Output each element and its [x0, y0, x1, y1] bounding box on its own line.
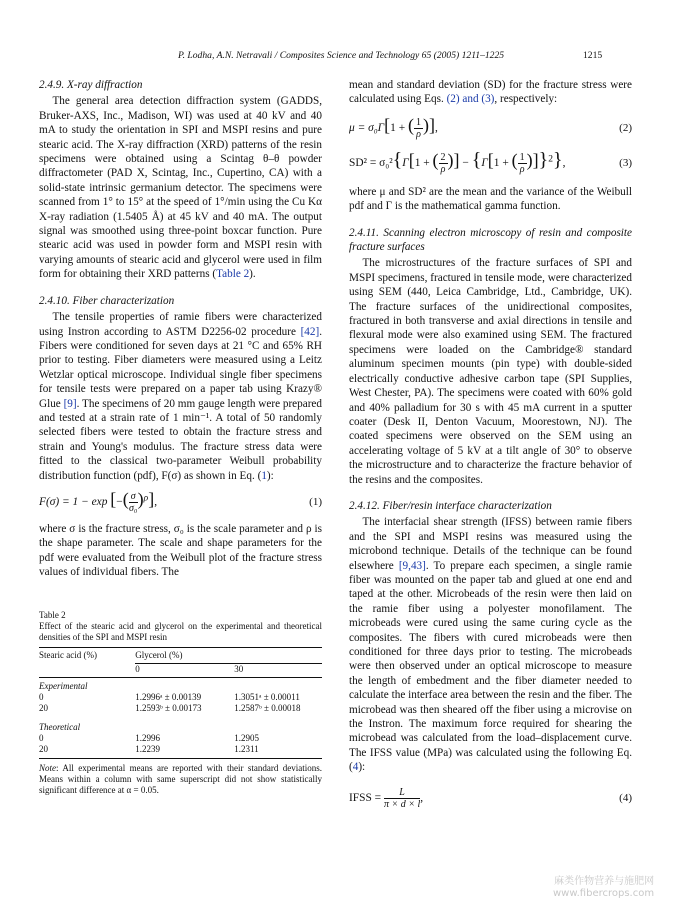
- cell: 0: [39, 732, 44, 743]
- cell: 20: [39, 702, 48, 713]
- table-caption: Effect of the stearic acid and glycerol on the experimental and theoretical densities of the SPI and MSPI resin: [39, 620, 322, 642]
- eq-text: −: [462, 156, 469, 169]
- cell: 1.2996ᵃ ± 0.00139: [135, 691, 202, 702]
- cell: 0: [39, 691, 44, 702]
- text: . To prepare each specimen, a single ramie fiber was mounted on the paper tab and glued at one end and taped at the other. Microbeads of the resin were then laid on the ramie fiber using a polyester monofilament. The microbeads were cured using the same curing cycle as the composites. The fibers with cured microbeads were then conditioned for three days prior to testing. The microbeads were then observed under an optical microscope to measure the length of embedment and the fiber diameter needed to calculate the interface area between the resin and the fiber. The microbead was then sheared off the fiber using a microvise on the Instron. The maximum force required for shearing the microbead was calculated from the load–displacement curve. The IFSS value (MPa) was calculated using the following Eq. (: [349, 559, 632, 774]
- table-row: [39, 703, 322, 714]
- note-label: Note: [39, 762, 56, 773]
- equation-4: [349, 787, 632, 810]
- eq-exp: 2: [548, 154, 553, 165]
- cell: 1.2587ᵇ ± 0.00018: [234, 702, 301, 713]
- eq-den: σ₀: [128, 502, 138, 514]
- equation-number: (2): [619, 122, 632, 135]
- section-heading-interface: 2.4.12. Fiber/resin interface characterization: [349, 499, 552, 512]
- eq-num: 1: [416, 116, 421, 128]
- citation-link[interactable]: [42]: [300, 325, 320, 338]
- watermark-line: www.fibercrops.com: [553, 888, 655, 899]
- text: The tensile properties of ramie fibers were characterized using Instron according to ASTM D2256-02 procedure: [39, 311, 322, 338]
- watermark-line: 麻类作物营养与施肥网: [554, 876, 655, 887]
- density-table: [39, 647, 322, 759]
- subheader-30: 30: [234, 664, 322, 678]
- eq-text: F(σ) = 1 − exp: [39, 496, 108, 509]
- equation-number: (3): [619, 157, 632, 170]
- text: The interfacial shear strength (IFSS) between ramie fibers and the SPI and MSPI resins was measured using the microbond technique. Details of the technique can be found elsewhere: [349, 516, 632, 572]
- equation-link[interactable]: 4: [352, 761, 359, 774]
- eq-den: ρ: [440, 163, 446, 175]
- paragraph-xrd: [39, 94, 322, 281]
- cell: 1.2905: [234, 732, 260, 743]
- citation-link[interactable]: [9]: [63, 397, 77, 410]
- text: , respectively:: [494, 93, 558, 106]
- cell: 1.2593ᵇ ± 0.00173: [135, 702, 202, 713]
- eq-text: Γ: [481, 156, 488, 169]
- table-2: [39, 610, 322, 796]
- table-row: [39, 692, 322, 703]
- text: . Fibers were conditioned for seven days at 21 °C and 65% RH prior to testing. Fiber diameters were measured using a Leitz Wetzlar optical microscope. Individual single fiber specimens for tensile tests were prepared on a paper tab using Krazy® Glue: [39, 325, 322, 410]
- eq-exp: ρ: [143, 493, 149, 504]
- right-column: [349, 78, 632, 818]
- paragraph-interface: [349, 515, 632, 774]
- citation-link[interactable]: [9,43]: [398, 559, 426, 572]
- paragraph-fiber: [39, 310, 322, 483]
- col-header-glycerol: [135, 647, 322, 664]
- equation-2: [349, 114, 632, 140]
- text: ):: [266, 469, 274, 482]
- group-theoretical: Theoretical: [39, 721, 81, 732]
- eq-text: SD² = σ₀²: [349, 156, 393, 169]
- running-header: [0, 50, 678, 66]
- watermark: [553, 876, 654, 900]
- table-note: [39, 763, 322, 796]
- group-experimental: Experimental: [39, 680, 88, 691]
- eq-den: ρ: [519, 163, 525, 175]
- text: . The specimens of 20 mm gauge length were prepared and tested at a strain rate of 1 min⁻¹. A total of 50 randomly selected fibers were tested to obtain the fracture stress and strain and Young's modulus. The fracture stress data were fitted to the classical two-parameter Weibull probability distribution function (pdf), F(σ) as shown in Eq. (: [39, 397, 322, 482]
- eq-text: ,: [420, 791, 424, 804]
- eq-text: μ = σ₀Γ: [349, 121, 385, 134]
- eq-text: 1 +: [414, 156, 430, 169]
- running-title: P. Lodha, A.N. Netravali / Composites Science and Technology 65 (2005) 1211–1225: [178, 50, 505, 61]
- eq-fraction: [414, 117, 423, 140]
- equation-3: [349, 148, 632, 175]
- text: ):: [358, 761, 366, 774]
- paragraph-mean-sd: [349, 78, 632, 107]
- equation-link[interactable]: 1: [261, 469, 267, 482]
- paragraph-sem: The microstructures of the fracture surfaces of SPI and MSPI specimens, fractured in tensile mode, were characterized using SEM (440, Leica Cambridge, Ltd., Cambridge, UK). The fracture surfaces of the unidirectional composites, fractured in both transverse and axial directions in tensile and flexural mode were also examined using SEM. The fractured specimens were loaded on the Cambridge® standard aluminum specimen mounts (pin type) with double-sided electrically conductive adhesive carbon tape (SPI Supplies, West Chester, PA). The specimens were coated with 60% gold and 40% palladium for 30 s with 45 mA current in a sputter coater (Desk II, Denton Vacuum, Moorestown, NJ). The coated specimens were observed on the SEM using an accelerating voltage of 5 kV at a tilt angle of 30° to observe the microstructure and to characterize the fracture behavior of the resins and the composites.: [349, 257, 632, 486]
- section-heading-fiber: 2.4.10. Fiber characterization: [39, 294, 175, 307]
- note-text: : All experimental means are reported with their standard deviations. Means within a column with same superscript did not show statistically significant difference at α = 0.05.: [39, 762, 322, 795]
- eq-num: σ: [130, 490, 136, 502]
- eq-den: ρ: [416, 128, 421, 140]
- cell: 1.3051ᵃ ± 0.00011: [234, 691, 300, 702]
- text: ).: [249, 268, 256, 281]
- equation-link[interactable]: (2) and (3): [446, 93, 495, 106]
- table-label: Table 2: [39, 609, 66, 620]
- section-heading-xrd: 2.4.9. X-ray diffraction: [39, 79, 143, 91]
- cell: 20: [39, 744, 135, 759]
- equation-1-body: F(σ) = 1 − exp [−( $\frac{\sigma}{\text{σ₀}}$ )$^\rho$],: [39, 489, 158, 514]
- equation-1: [39, 491, 322, 514]
- eq-num: L: [384, 787, 420, 799]
- table-row: [39, 744, 322, 759]
- eq-text: 1 +: [390, 121, 406, 134]
- equation-number: (1): [309, 496, 322, 509]
- cell: 1.2239: [135, 744, 234, 759]
- text: The general area detection diffraction system (GADDS, Bruker-AXS, Inc., Madison, WI) was used at 40 kV and 40 mA to study the orientation in SPI and MSPI resins and pure stearic acid. The X-ray diffraction (XRD) patterns of the resin specimens were obtained using a Scintag θ–θ powder diffractometer (PAD X, Scintag, Inc., Cupertino, CA) with a solid-state intrinsic germanium detector. The specimens were scanned from 1° to 15° at the speed of 1°/min using the Cu Kα X-ray radiation (1.5405 Å) at 45 kV and 40 mA. The output signal was smoothed using three-point boxcar function. Pure stearic acid was used in powder form and MSPI resin with varying amounts of stearic acid and glycerol were used in film form for obtaining their XRD patterns (: [39, 95, 322, 281]
- equation-2-body: μ = σ₀Γ[1 + ( $\frac{1}{\rho}$ )],: [349, 114, 438, 140]
- eq-num: 1: [519, 151, 525, 163]
- eq-fraction: [384, 787, 420, 810]
- text: mean and standard deviation (SD) for the fracture stress were calculated using Eqs.: [349, 79, 632, 106]
- equation-3-body: SD² = σ₀²{Γ[1 + ( $\frac{2}{\rho}$ )] − {Γ[1 + ( $\frac{1}{\rho}$ )]}$^2$},: [349, 148, 566, 175]
- section-heading-sem: 2.4.11. Scanning electron microscopy of resin and composite fracture surfaces: [349, 226, 632, 254]
- subheader-0: 0: [135, 664, 234, 678]
- eq-den: π × d × l: [383, 798, 421, 810]
- paragraph-weibull: where σ is the fracture stress, σ₀ is the scale parameter and ρ is the shape parameter. The scale and shape parameters for the pdf were evaluated from the Weibull plot of the fracture stress values of individual fibers. The: [39, 522, 322, 579]
- paragraph-gamma: where μ and SD² are the mean and the variance of the Weibull pdf and Γ is the mathematical gamma function.: [349, 185, 632, 213]
- table-row: [39, 733, 322, 744]
- eq-text: IFSS =: [349, 791, 382, 804]
- eq-text: 1 +: [493, 156, 509, 169]
- cell: 1.2996: [135, 732, 160, 743]
- col-header-glycerol-text: Glycerol (%): [135, 649, 183, 660]
- eq-text: Γ: [402, 156, 409, 169]
- page-number: 1215: [583, 50, 603, 61]
- cell: 1.2311: [234, 744, 322, 759]
- col-header-stearic: Stearic acid (%): [39, 647, 135, 664]
- eq-fraction: [439, 152, 448, 175]
- table-link[interactable]: Table 2: [216, 268, 250, 281]
- eq-fraction: [129, 491, 138, 514]
- eq-num: 2: [440, 151, 446, 163]
- equation-4-body: [349, 787, 423, 810]
- eq-fraction: [518, 152, 527, 175]
- equation-number: (4): [619, 791, 632, 804]
- left-column: [39, 78, 322, 796]
